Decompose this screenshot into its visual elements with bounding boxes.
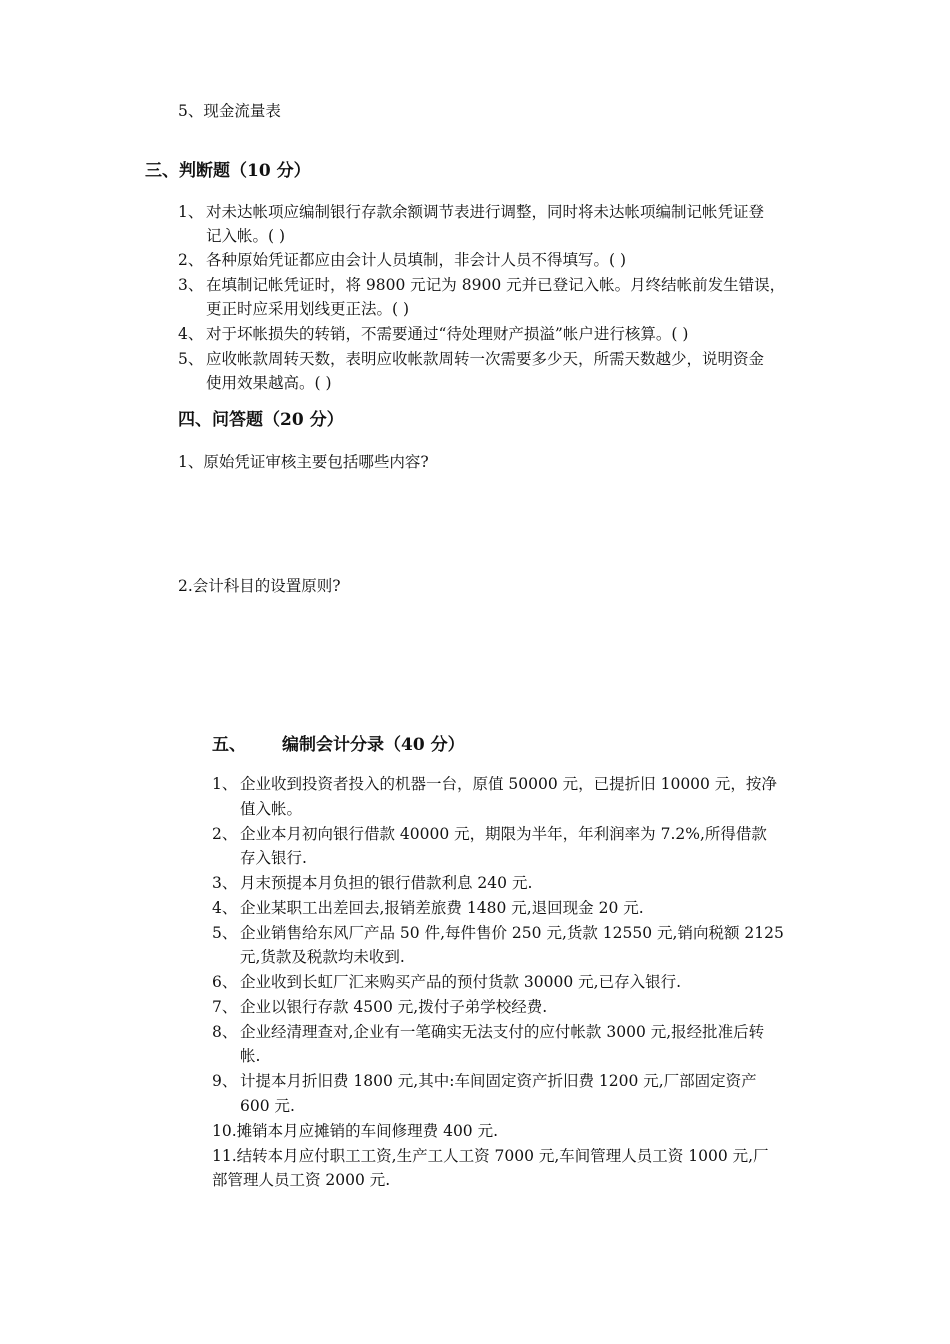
item-text: 企业经清理查对,企业有一笔确实无法支付的应付帐款 3000 元,报经批准后转 bbox=[240, 1023, 765, 1041]
item-number: 9、 bbox=[212, 1072, 238, 1090]
item-text: 应收帐款周转天数，表明应收帐款周转一次需要多少天，所需天数越少，说明资金 bbox=[206, 350, 765, 368]
item-text-continued: 元,货款及税款均未收到. bbox=[240, 948, 405, 966]
item-text-continued: 记入帐。( ) bbox=[206, 227, 286, 245]
item-number: 5、 bbox=[212, 924, 238, 942]
item-number: 4、 bbox=[178, 325, 204, 343]
item-text: 企业收到投资者投入的机器一台，原值 50000 元，已提折旧 10000 元，按净 bbox=[240, 775, 777, 793]
section-5-number: 五、 bbox=[212, 735, 246, 755]
list-item bbox=[212, 997, 547, 1017]
item-number: 3、 bbox=[178, 276, 204, 294]
list-item bbox=[212, 824, 767, 844]
item-text: 企业某职工出差回去,报销差旅费 1480 元,退回现金 20 元. bbox=[240, 899, 644, 917]
item-text: 计提本月折旧费 1800 元,其中:车间固定资产折旧费 1200 元,厂部固定资产 bbox=[240, 1072, 757, 1090]
list-item: 11.结转本月应付职工工资,生产工人工资 7000 元,车间管理人员工资 1000 元,厂 bbox=[212, 1147, 769, 1165]
item-number: 2、 bbox=[178, 251, 204, 269]
item-text-continued: 600 元. bbox=[240, 1097, 295, 1115]
item-text: 对未达帐项应编制银行存款余额调节表进行调整，同时将未达帐项编制记帐凭证登 bbox=[206, 203, 765, 221]
item-number: 2、 bbox=[212, 825, 238, 843]
item-number: 1、 bbox=[178, 203, 204, 221]
list-item bbox=[178, 250, 626, 270]
list-item bbox=[212, 774, 777, 794]
list-item bbox=[212, 923, 784, 943]
item-text-continued: 存入银行. bbox=[240, 849, 307, 867]
item-text: 企业以银行存款 4500 元,拨付子弟学校经费. bbox=[240, 998, 548, 1016]
list-item bbox=[178, 202, 764, 222]
section-4-heading: 四、问答题（20 分） bbox=[178, 410, 344, 430]
list-item bbox=[212, 873, 532, 893]
item-number: 5、 bbox=[178, 350, 204, 368]
list-item-cash-flow-statement: 5、现金流量表 bbox=[178, 102, 281, 120]
question-1: 1、原始凭证审核主要包括哪些内容? bbox=[178, 453, 429, 471]
item-text-continued: 值入帐。 bbox=[240, 800, 303, 818]
section-5-heading bbox=[212, 734, 465, 756]
item-number: 7、 bbox=[212, 998, 238, 1016]
item-text: 企业本月初向银行借款 40000 元，期限为半年，年利润率为 7.2%,所得借款 bbox=[240, 825, 767, 843]
list-item bbox=[212, 1022, 764, 1042]
list-item: 10.摊销本月应摊销的车间修理费 400 元. bbox=[212, 1122, 499, 1140]
list-item bbox=[178, 349, 764, 369]
item-text: 各种原始凭证都应由会计人员填制，非会计人员不得填写。( ) bbox=[206, 251, 627, 269]
list-item bbox=[212, 972, 681, 992]
question-2: 2.会计科目的设置原则? bbox=[178, 577, 341, 595]
item-number: 3、 bbox=[212, 874, 238, 892]
item-number: 4、 bbox=[212, 899, 238, 917]
item-text-continued: 更正时应采用划线更正法。( ) bbox=[206, 300, 410, 318]
list-item bbox=[212, 1071, 757, 1091]
list-item bbox=[178, 324, 688, 344]
item-number: 8、 bbox=[212, 1023, 238, 1041]
item-text: 月末预提本月负担的银行借款利息 240 元. bbox=[240, 874, 533, 892]
item-text-continued: 使用效果越高。( ) bbox=[206, 374, 332, 392]
item-text: 企业销售给东风厂产品 50 件,每件售价 250 元,货款 12550 元,销向税额 2125 bbox=[240, 924, 784, 942]
list-item bbox=[212, 898, 644, 918]
section-5-title: 编制会计分录（40 分） bbox=[282, 735, 465, 755]
item-text-continued: 部管理人员工资 2000 元. bbox=[212, 1171, 391, 1189]
item-text: 对于坏帐损失的转销，不需要通过“待处理财产损溢”帐户进行核算。( ) bbox=[206, 325, 689, 343]
item-text: 企业收到长虹厂汇来购买产品的预付货款 30000 元,已存入银行. bbox=[240, 973, 682, 991]
item-text-continued: 帐. bbox=[240, 1047, 261, 1065]
item-number: 1、 bbox=[212, 775, 238, 793]
section-3-heading: 三、判断题（10 分） bbox=[145, 161, 311, 181]
list-item bbox=[178, 275, 785, 295]
item-text: 在填制记帐凭证时，将 9800 元记为 8900 元并已登记入帐。月终结帐前发生错误， bbox=[206, 276, 786, 294]
item-number: 6、 bbox=[212, 973, 238, 991]
